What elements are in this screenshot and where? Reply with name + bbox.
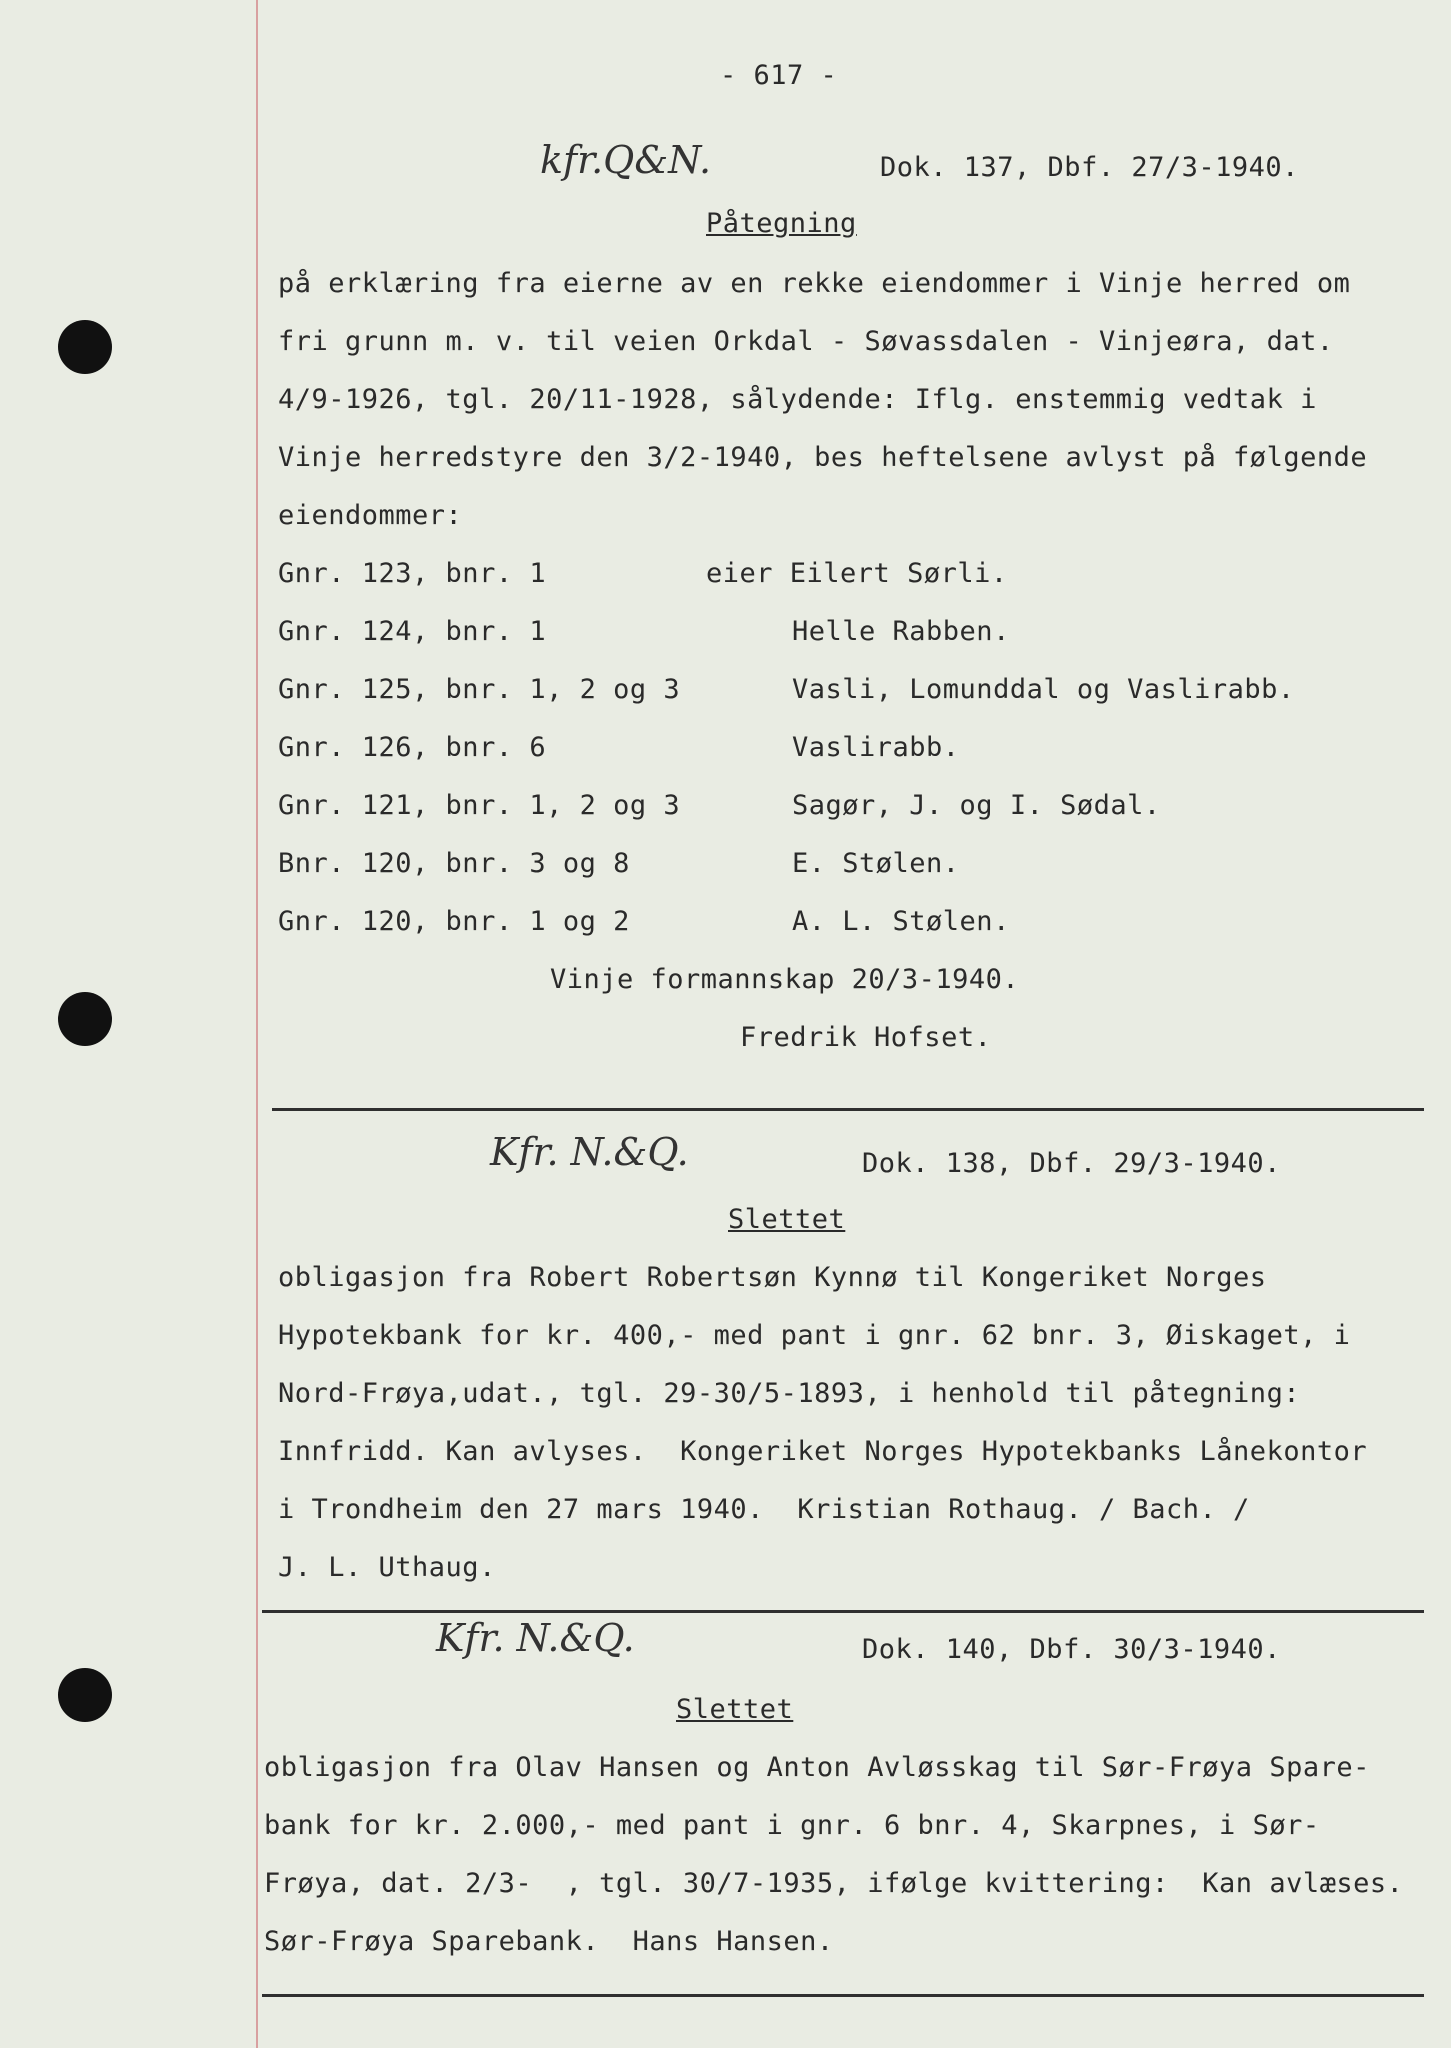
property-number: Gnr. 124, bnr. 1 xyxy=(278,616,547,647)
entry-line: obligasjon fra Olav Hansen og Anton Avløsskag til Sør-Frøya Spare- xyxy=(264,1752,1370,1783)
property-owner: Helle Rabben. xyxy=(792,616,1010,647)
property-number: Gnr. 123, bnr. 1 xyxy=(278,558,547,589)
signature: Fredrik Hofset. xyxy=(740,1022,992,1053)
entry-line: Hypotekbank for kr. 400,- med pant i gnr. 62 bnr. 3, Øiskaget, i xyxy=(278,1320,1351,1351)
entry-line: Innfridd. Kan avlyses. Kongeriket Norges Hypotekbanks Lånekontor xyxy=(278,1436,1368,1467)
entry-line: fri grunn m. v. til veien Orkdal - Søvassdalen - Vinjeøra, dat. xyxy=(278,326,1334,357)
separator-rule xyxy=(262,1994,1424,1997)
entry-line: eiendommer: xyxy=(278,500,463,531)
property-number: Gnr. 126, bnr. 6 xyxy=(278,732,547,763)
entry-line: Frøya, dat. 2/3- , tgl. 30/7-1935, ifølge kvittering: Kan avlæses. xyxy=(264,1868,1404,1899)
entry-header: Dok. 140, Dbf. 30/3-1940. xyxy=(862,1634,1281,1665)
handwritten-note: Kfr. N.&Q. xyxy=(490,1130,689,1174)
handwritten-note: kfr.Q&N. xyxy=(540,138,712,182)
entry-line: J. L. Uthaug. xyxy=(278,1552,496,1583)
closing-line: Vinje formannskap 20/3-1940. xyxy=(550,964,1020,995)
property-owner: E. Stølen. xyxy=(792,848,960,879)
entry-line: obligasjon fra Robert Robertsøn Kynnø til Kongeriket Norges xyxy=(278,1262,1267,1293)
property-number: Gnr. 121, bnr. 1, 2 og 3 xyxy=(278,790,681,821)
entry-header: Dok. 137, Dbf. 27/3-1940. xyxy=(880,152,1299,183)
property-owner: Vaslirabb. xyxy=(792,732,960,763)
entry-line: i Trondheim den 27 mars 1940. Kristian Rothaug. / Bach. / xyxy=(278,1494,1250,1525)
entry-line: 4/9-1926, tgl. 20/11-1928, sålydende: Iflg. enstemmig vedtak i xyxy=(278,384,1317,415)
entry-line: på erklæring fra eierne av en rekke eiendommer i Vinje herred om xyxy=(278,268,1351,299)
property-number: Bnr. 120, bnr. 3 og 8 xyxy=(278,848,630,879)
entry-header: Dok. 138, Dbf. 29/3-1940. xyxy=(862,1148,1281,1179)
punch-hole xyxy=(58,1668,112,1722)
property-owner: Sagør, J. og I. Sødal. xyxy=(792,790,1161,821)
entry-line: Vinje herredstyre den 3/2-1940, bes heftelsene avlyst på følgende xyxy=(278,442,1368,473)
separator-rule xyxy=(262,1610,1424,1613)
page-number: - 617 - xyxy=(720,60,838,91)
property-number: Gnr. 125, bnr. 1, 2 og 3 xyxy=(278,674,681,705)
entry-title: Slettet xyxy=(676,1694,794,1725)
property-owner: eier Eilert Sørli. xyxy=(706,558,1008,589)
property-owner: A. L. Stølen. xyxy=(792,906,1010,937)
margin-line xyxy=(256,0,258,2048)
punch-hole xyxy=(58,320,112,374)
entry-line: Sør-Frøya Sparebank. Hans Hansen. xyxy=(264,1926,834,1957)
property-number: Gnr. 120, bnr. 1 og 2 xyxy=(278,906,630,937)
entry-line: Nord-Frøya,udat., tgl. 29-30/5-1893, i henhold til påtegning: xyxy=(278,1378,1301,1409)
separator-rule xyxy=(272,1108,1424,1111)
entry-title: Slettet xyxy=(728,1204,846,1235)
handwritten-note: Kfr. N.&Q. xyxy=(436,1616,635,1660)
entry-line: bank for kr. 2.000,- med pant i gnr. 6 bnr. 4, Skarpnes, i Sør- xyxy=(264,1810,1320,1841)
entry-title: Påtegning xyxy=(706,208,857,239)
punch-hole xyxy=(58,992,112,1046)
property-owner: Vasli, Lomunddal og Vaslirabb. xyxy=(792,674,1295,705)
